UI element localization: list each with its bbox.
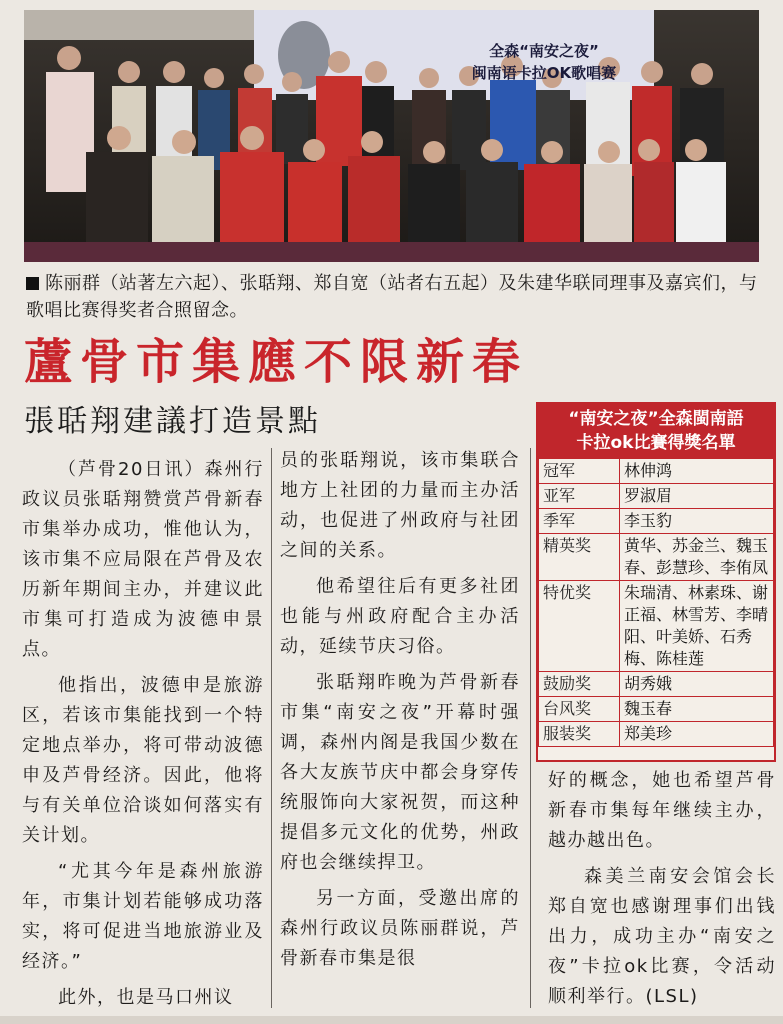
prize-rank: 精英奖 <box>539 534 620 581</box>
prize-rank: 季军 <box>539 509 620 534</box>
group-photo <box>24 10 759 262</box>
prize-winners: 罗淑眉 <box>620 484 774 509</box>
prize-winners: 郑美珍 <box>620 722 774 747</box>
subheadline: 張聒翔建議打造景點 <box>24 404 321 439</box>
column-divider <box>271 448 272 1008</box>
banner-line-2: 闽南语卡拉OK歌唱赛 <box>471 64 617 82</box>
table-row <box>539 534 774 581</box>
prize-table-title <box>538 404 774 458</box>
prize-winners: 魏玉春 <box>620 697 774 722</box>
prize-rank: 冠军 <box>539 459 620 484</box>
article-column-2 <box>280 446 520 980</box>
column-divider <box>530 448 531 1008</box>
prize-winners: 林伸鸿 <box>620 459 774 484</box>
banner-line-1: 全森“南安之夜” <box>489 42 599 60</box>
article-paragraph: 好的概念，她也希望芦骨新春市集每年继续主办，越办越出色。 <box>548 770 776 851</box>
article-paragraph: “尤其今年是森州旅游年，市集计划若能够成功落实，将可促进当地旅游业及经济。” <box>22 861 264 972</box>
prize-winners: 胡秀娥 <box>620 672 774 697</box>
table-row <box>539 697 774 722</box>
table-row <box>539 509 774 534</box>
prize-rank: 特优奖 <box>539 581 620 672</box>
article-paragraph: （芦骨20日讯）森州行政议员张聒翔赞赏芦骨新春市集举办成功，惟他认为，该市集不应局限在芦骨及农历新年期间主办，并建议此市集可打造成为波德申景点。 <box>22 459 264 660</box>
table-row <box>539 722 774 747</box>
table-row <box>539 581 774 672</box>
prize-rank: 鼓励奖 <box>539 672 620 697</box>
table-row <box>539 484 774 509</box>
prize-winners: 朱瑞清、林素珠、谢正福、林雪芳、李晴阳、叶美娇、石秀梅、陈桂莲 <box>620 581 774 672</box>
prize-winners: 黄华、苏金兰、魏玉春、彭慧珍、李侑凤 <box>620 534 774 581</box>
article-paragraph: 森美兰南安会馆会长郑自宽也感谢理事们出钱出力，成功主办“南安之夜”卡拉ok比赛，令活动顺利举行。(LSL) <box>548 866 776 1007</box>
article-paragraph: 另一方面，受邀出席的森州行政议员陈丽群说，芦骨新春市集是很 <box>280 888 520 969</box>
article-column-3 <box>548 766 776 1018</box>
table-row <box>539 459 774 484</box>
prize-table-title-line-2: 卡拉ok比賽得獎名單 <box>576 433 736 453</box>
prize-rank: 服装奖 <box>539 722 620 747</box>
prize-table <box>538 458 774 747</box>
caption-square-icon <box>26 277 39 290</box>
prize-winners-box <box>536 402 776 762</box>
article-column-1 <box>22 455 264 1019</box>
article-paragraph: 员的张聒翔说，该市集联合地方上社团的力量而主办活动，也促进了州政府与社团之间的关系。 <box>280 450 520 561</box>
article-paragraph: 张聒翔昨晚为芦骨新春市集“南安之夜”开幕时强调，森州内阁是我国少数在各大友族节庆中都会身穿传统服饰向大家祝贺，而这种提倡多元文化的优势，州政府也会继续捍卫。 <box>280 672 520 873</box>
article-paragraph: 他希望往后有更多社团也能与州政府配合主办活动，延续节庆习俗。 <box>280 576 520 657</box>
photo-caption <box>26 270 761 324</box>
article-paragraph: 他指出，波德申是旅游区，若该市集能找到一个特定地点举办，将可带动波德申及芦骨经济。因此，他将与有关单位洽谈如何落实有关计划。 <box>22 675 264 846</box>
article-paragraph: 此外，也是马口州议 <box>58 987 234 1008</box>
page-bottom-edge <box>0 1016 783 1024</box>
prize-rank: 亚军 <box>539 484 620 509</box>
prize-table-title-line-1: “南安之夜”全森閩南語 <box>568 409 744 429</box>
photo-banner-text <box>404 40 684 84</box>
table-row <box>539 672 774 697</box>
prize-winners: 李玉豹 <box>620 509 774 534</box>
prize-rank: 台风奖 <box>539 697 620 722</box>
caption-text: 陈丽群（站著左六起）、张聒翔、郑自宽（站者右五起）及朱建华联同理事及嘉宾们，与歌唱比赛得奖者合照留念。 <box>26 273 758 321</box>
headline: 蘆骨市集應不限新春 <box>24 334 529 390</box>
